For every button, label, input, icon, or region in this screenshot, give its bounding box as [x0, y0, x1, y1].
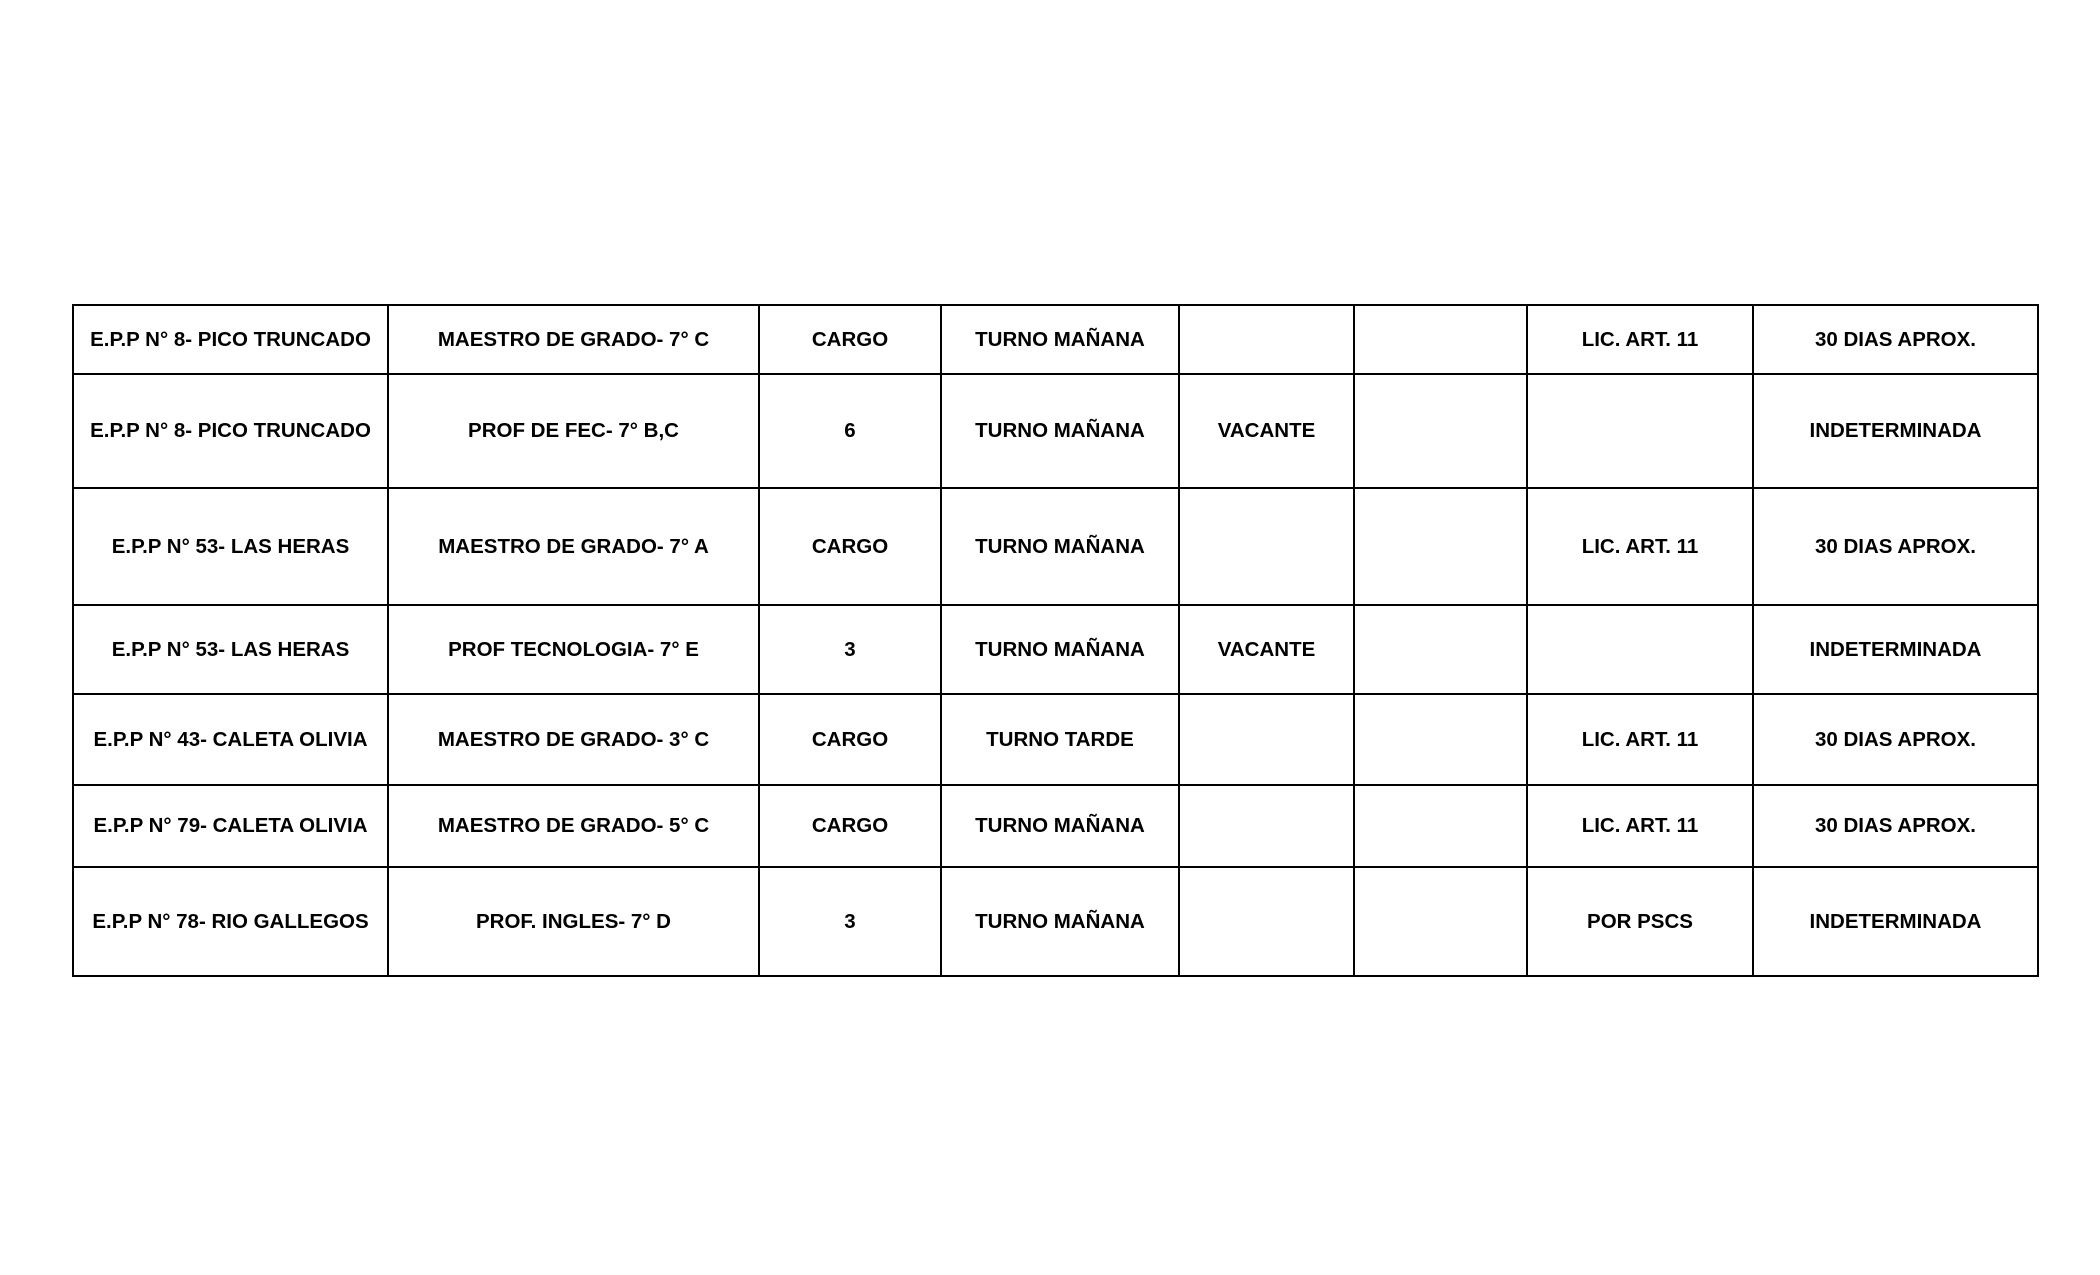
cell-status: VACANTE [1179, 605, 1354, 694]
cell-position: MAESTRO DE GRADO- 7° A [388, 488, 759, 605]
cell-reason: LIC. ART. 11 [1527, 694, 1753, 785]
cell-hours: 3 [759, 867, 941, 976]
cell-school: E.P.P N° 78- RIO GALLEGOS [73, 867, 388, 976]
cell-duration: 30 DIAS APROX. [1753, 488, 2038, 605]
cell-duration: 30 DIAS APROX. [1753, 785, 2038, 867]
cell-hours: 3 [759, 605, 941, 694]
cell-reason: LIC. ART. 11 [1527, 305, 1753, 374]
cell-hours: CARGO [759, 305, 941, 374]
cell-hours: 6 [759, 374, 941, 488]
cell-status: VACANTE [1179, 374, 1354, 488]
cell-status [1179, 867, 1354, 976]
cell-shift: TURNO TARDE [941, 694, 1179, 785]
cell-school: E.P.P N° 8- PICO TRUNCADO [73, 374, 388, 488]
cell-extra [1354, 605, 1527, 694]
cell-school: E.P.P N° 53- LAS HERAS [73, 488, 388, 605]
cell-shift: TURNO MAÑANA [941, 374, 1179, 488]
cell-shift: TURNO MAÑANA [941, 605, 1179, 694]
table-row [73, 867, 2038, 976]
cell-position: MAESTRO DE GRADO- 7° C [388, 305, 759, 374]
cell-reason: POR PSCS [1527, 867, 1753, 976]
cell-shift: TURNO MAÑANA [941, 867, 1179, 976]
cell-position: MAESTRO DE GRADO- 3° C [388, 694, 759, 785]
table-row [73, 374, 2038, 488]
cell-extra [1354, 374, 1527, 488]
cell-status [1179, 694, 1354, 785]
cell-school: E.P.P N° 43- CALETA OLIVIA [73, 694, 388, 785]
cell-status [1179, 785, 1354, 867]
cell-status [1179, 305, 1354, 374]
vacancies-table [72, 304, 2039, 977]
cell-reason: LIC. ART. 11 [1527, 488, 1753, 605]
cell-duration: 30 DIAS APROX. [1753, 305, 2038, 374]
table-row [73, 305, 2038, 374]
cell-position: PROF. INGLES- 7° D [388, 867, 759, 976]
cell-hours: CARGO [759, 694, 941, 785]
cell-duration: INDETERMINADA [1753, 374, 2038, 488]
cell-shift: TURNO MAÑANA [941, 305, 1179, 374]
cell-extra [1354, 785, 1527, 867]
cell-shift: TURNO MAÑANA [941, 785, 1179, 867]
cell-position: MAESTRO DE GRADO- 5° C [388, 785, 759, 867]
cell-reason: LIC. ART. 11 [1527, 785, 1753, 867]
cell-extra [1354, 867, 1527, 976]
table-row [73, 488, 2038, 605]
cell-shift: TURNO MAÑANA [941, 488, 1179, 605]
cell-extra [1354, 694, 1527, 785]
table-row [73, 605, 2038, 694]
cell-extra [1354, 305, 1527, 374]
cell-school: E.P.P N° 79- CALETA OLIVIA [73, 785, 388, 867]
table-row [73, 694, 2038, 785]
cell-reason [1527, 605, 1753, 694]
cell-position: PROF DE FEC- 7° B,C [388, 374, 759, 488]
cell-reason [1527, 374, 1753, 488]
cell-school: E.P.P N° 8- PICO TRUNCADO [73, 305, 388, 374]
cell-extra [1354, 488, 1527, 605]
cell-hours: CARGO [759, 488, 941, 605]
cell-duration: INDETERMINADA [1753, 867, 2038, 976]
cell-duration: 30 DIAS APROX. [1753, 694, 2038, 785]
cell-hours: CARGO [759, 785, 941, 867]
cell-duration: INDETERMINADA [1753, 605, 2038, 694]
cell-status [1179, 488, 1354, 605]
cell-school: E.P.P N° 53- LAS HERAS [73, 605, 388, 694]
table-row [73, 785, 2038, 867]
cell-position: PROF TECNOLOGIA- 7° E [388, 605, 759, 694]
